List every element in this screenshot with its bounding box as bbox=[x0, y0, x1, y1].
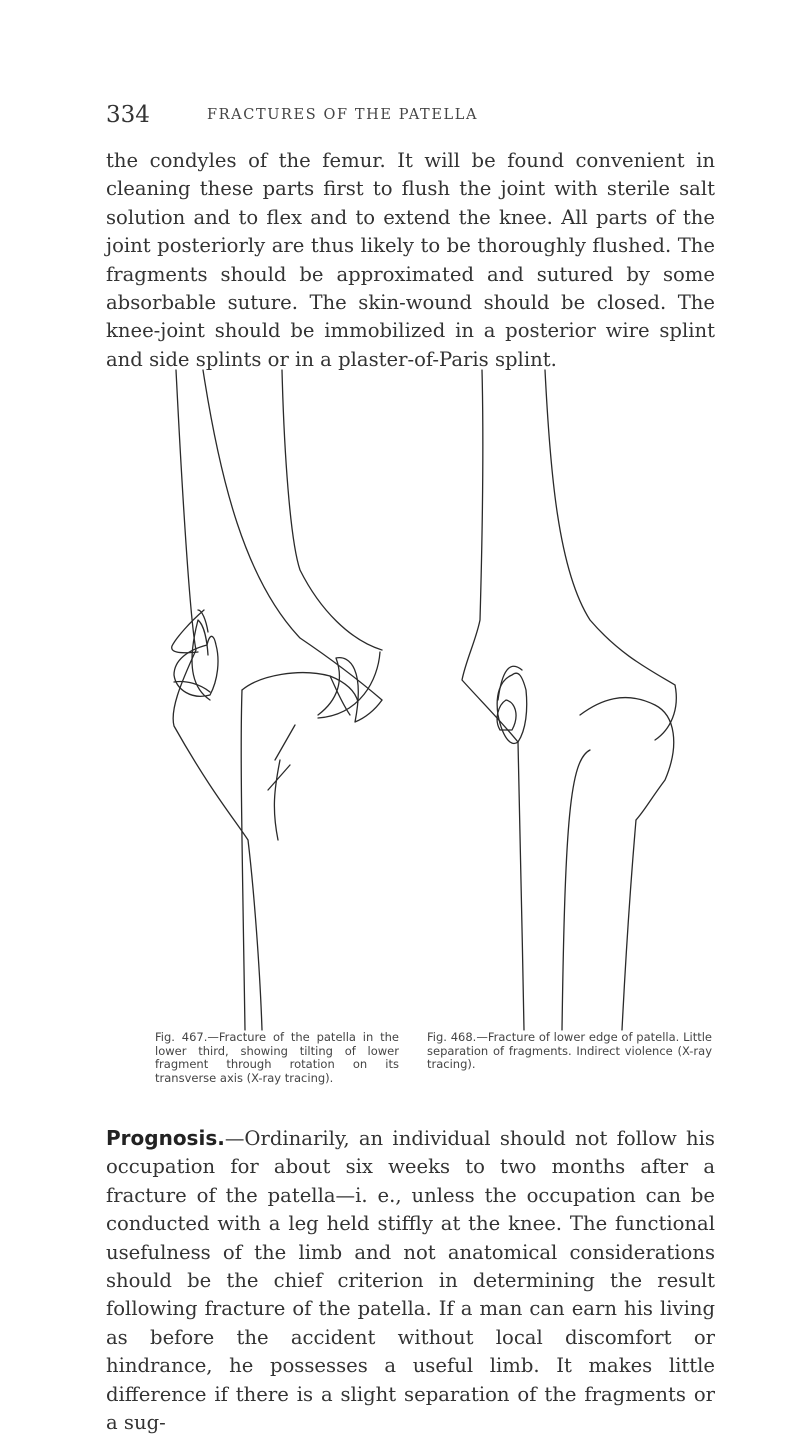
prognosis-paragraph bbox=[106, 1124, 715, 1437]
running-head: FRACTURES OF THE PATELLA bbox=[207, 107, 479, 123]
section-heading-prognosis: Prognosis. bbox=[106, 1126, 225, 1150]
figure-468 bbox=[440, 370, 690, 1030]
body-paragraph: the condyles of the femur. It will be found convenient in cleaning these parts first to flush the joint with sterile salt solution and to flex and to extend the knee. All parts of the joint posteriorly are thus likely to be thoroughly flushed. The fragments should be approximated and sutured by some absorbable suture. The skin-wound should be closed. The knee-joint should be immobilized in a posterior wire splint and side splints or in a plaster-of-Paris splint. bbox=[106, 149, 715, 371]
knee-xray-tracing-468 bbox=[440, 370, 690, 1030]
figure-caption-467: Fig. 467.—Fracture of the patella in the lower third, showing tilting of lower fragment through rotation on its transverse axis (X-ray tracing). bbox=[155, 1030, 399, 1085]
figure-467 bbox=[150, 370, 410, 1030]
figure-caption-468: Fig. 468.—Fracture of lower edge of patella. Little separation of fragments. Indirect violence (X-ray tracing). bbox=[427, 1030, 712, 1071]
page-header bbox=[0, 100, 801, 130]
prognosis-text: —Ordinarily, an individual should not follow his occupation for about six weeks to two months after a fracture of the patella—i. e., unless the occupation can be conducted with a leg held stiffly at the knee. The functional usefulness of the limb and not anatomical considerations should be the chief criterion in determining the result following fracture of the patella. If a man can earn his living as before the accident without local discomfort or hindrance, he possesses a useful limb. It makes little difference if there is a slight separation of the fragments or a sug- bbox=[106, 1127, 715, 1435]
knee-xray-tracing-467 bbox=[150, 370, 410, 1030]
page-number: 334 bbox=[106, 102, 150, 128]
